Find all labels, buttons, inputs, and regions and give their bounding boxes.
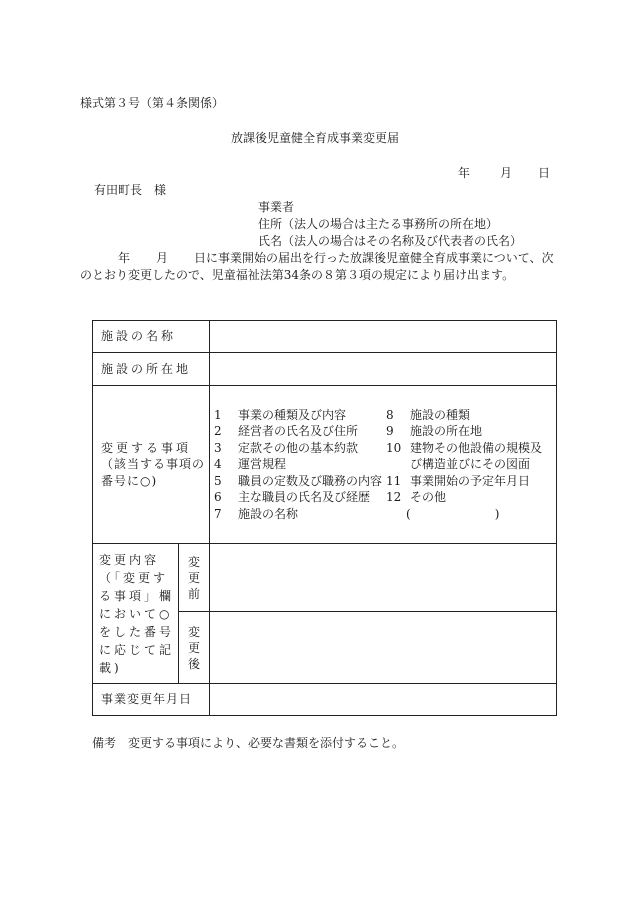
document-title: 放課後児童健全育成事業変更届 — [230, 131, 399, 145]
change-form-table — [92, 320, 557, 716]
date-year-label: 年 — [458, 166, 471, 180]
declaration-month: 月 — [156, 251, 169, 265]
other-item-parentheses[interactable]: ( ) — [406, 506, 500, 521]
declaration-year: 年 — [118, 251, 131, 265]
change-item[interactable] — [214, 407, 386, 424]
change-item[interactable] — [386, 489, 546, 506]
facility-name-field[interactable] — [210, 321, 557, 353]
change-item-text: 運営規程 — [238, 457, 287, 472]
change-item-text: 経営者の氏名及び住所 — [238, 424, 359, 439]
change-item-number: 10 — [386, 440, 402, 455]
remarks-note: 備考 変更する事項により、必要な書類を添付すること。 — [92, 736, 405, 750]
before-change-label: 変 更 前 — [179, 544, 210, 612]
change-item[interactable] — [386, 440, 546, 473]
change-item-text: 施設の所在地 — [410, 424, 483, 439]
change-item[interactable] — [214, 489, 386, 506]
change-item-number: 5 — [214, 473, 222, 488]
applicant-address-label: 住所（法人の場合は主たる事務所の所在地） — [258, 217, 499, 231]
change-item-text: 施設の種類 — [410, 407, 471, 422]
change-item[interactable] — [214, 506, 386, 523]
change-item[interactable] — [214, 440, 386, 457]
change-item-text: 事業の種類及び内容 — [238, 407, 347, 422]
applicant-name-label: 氏名（法人の場合はその名称及び代表者の氏名） — [258, 234, 523, 248]
change-items-label: 変更する事項 （該当する事項の 番号に○) — [93, 386, 210, 544]
date-month-label: 月 — [500, 166, 513, 180]
change-item-number: 4 — [214, 457, 222, 472]
change-item[interactable] — [214, 423, 386, 440]
change-item-number: 6 — [214, 490, 222, 505]
change-date-field[interactable] — [210, 684, 557, 716]
after-change-field[interactable] — [210, 612, 557, 684]
date-day-label: 日 — [538, 166, 551, 180]
change-item[interactable] — [386, 407, 546, 424]
facility-location-field[interactable] — [210, 353, 557, 386]
change-item-number: 2 — [214, 424, 222, 439]
change-item-text: 事業開始の予定年月日 — [410, 473, 531, 488]
facility-location-label: 施設の所在地 — [93, 353, 210, 386]
declaration-text — [80, 250, 556, 284]
declaration-body: 日に事業開始の届出を行った放課後児童健全育成事業について、次のとおり変更したので、児童福祉法第34条の８第３項の規定により届け出ます。 — [80, 251, 554, 282]
applicant-label: 事業者 — [258, 200, 295, 214]
change-item-number: 3 — [214, 440, 222, 455]
form-number: 様式第３号（第４条関係） — [80, 96, 225, 110]
change-item[interactable] — [386, 473, 546, 490]
facility-name-label: 施設の名称 — [93, 321, 210, 353]
change-item[interactable] — [386, 423, 546, 440]
change-item-text: 建物その他設備の規模及び構造並びにその図面 — [410, 440, 543, 472]
change-items-left-column — [214, 407, 386, 523]
change-item-text: 主な職員の氏名及び経歴 — [238, 490, 371, 505]
change-item-number: 7 — [214, 506, 222, 521]
change-item[interactable] — [214, 473, 386, 490]
change-item-number: 8 — [386, 407, 394, 422]
change-item-text: 定款その他の基本約款 — [238, 440, 359, 455]
change-content-label: 変更内容 （「変更す る事項」欄 において○ をした番号 に応じて記 載) — [93, 544, 179, 684]
change-item[interactable] — [214, 456, 386, 473]
before-change-field[interactable] — [210, 544, 557, 612]
change-item-number: 9 — [386, 424, 394, 439]
change-item-text: 施設の名称 — [238, 506, 299, 521]
change-item-text: その他 — [410, 490, 447, 505]
recipient: 有田町長 様 — [94, 183, 167, 197]
change-item-number: 11 — [386, 473, 402, 488]
change-items-list[interactable] — [210, 386, 557, 544]
change-item-text: 職員の定数及び職務の内容 — [238, 473, 383, 488]
change-date-label: 事業変更年月日 — [93, 684, 210, 716]
after-change-label: 変 更 後 — [179, 612, 210, 684]
change-item-number: 12 — [386, 490, 402, 505]
change-item-number: 1 — [214, 407, 222, 422]
change-items-right-column — [386, 407, 546, 523]
